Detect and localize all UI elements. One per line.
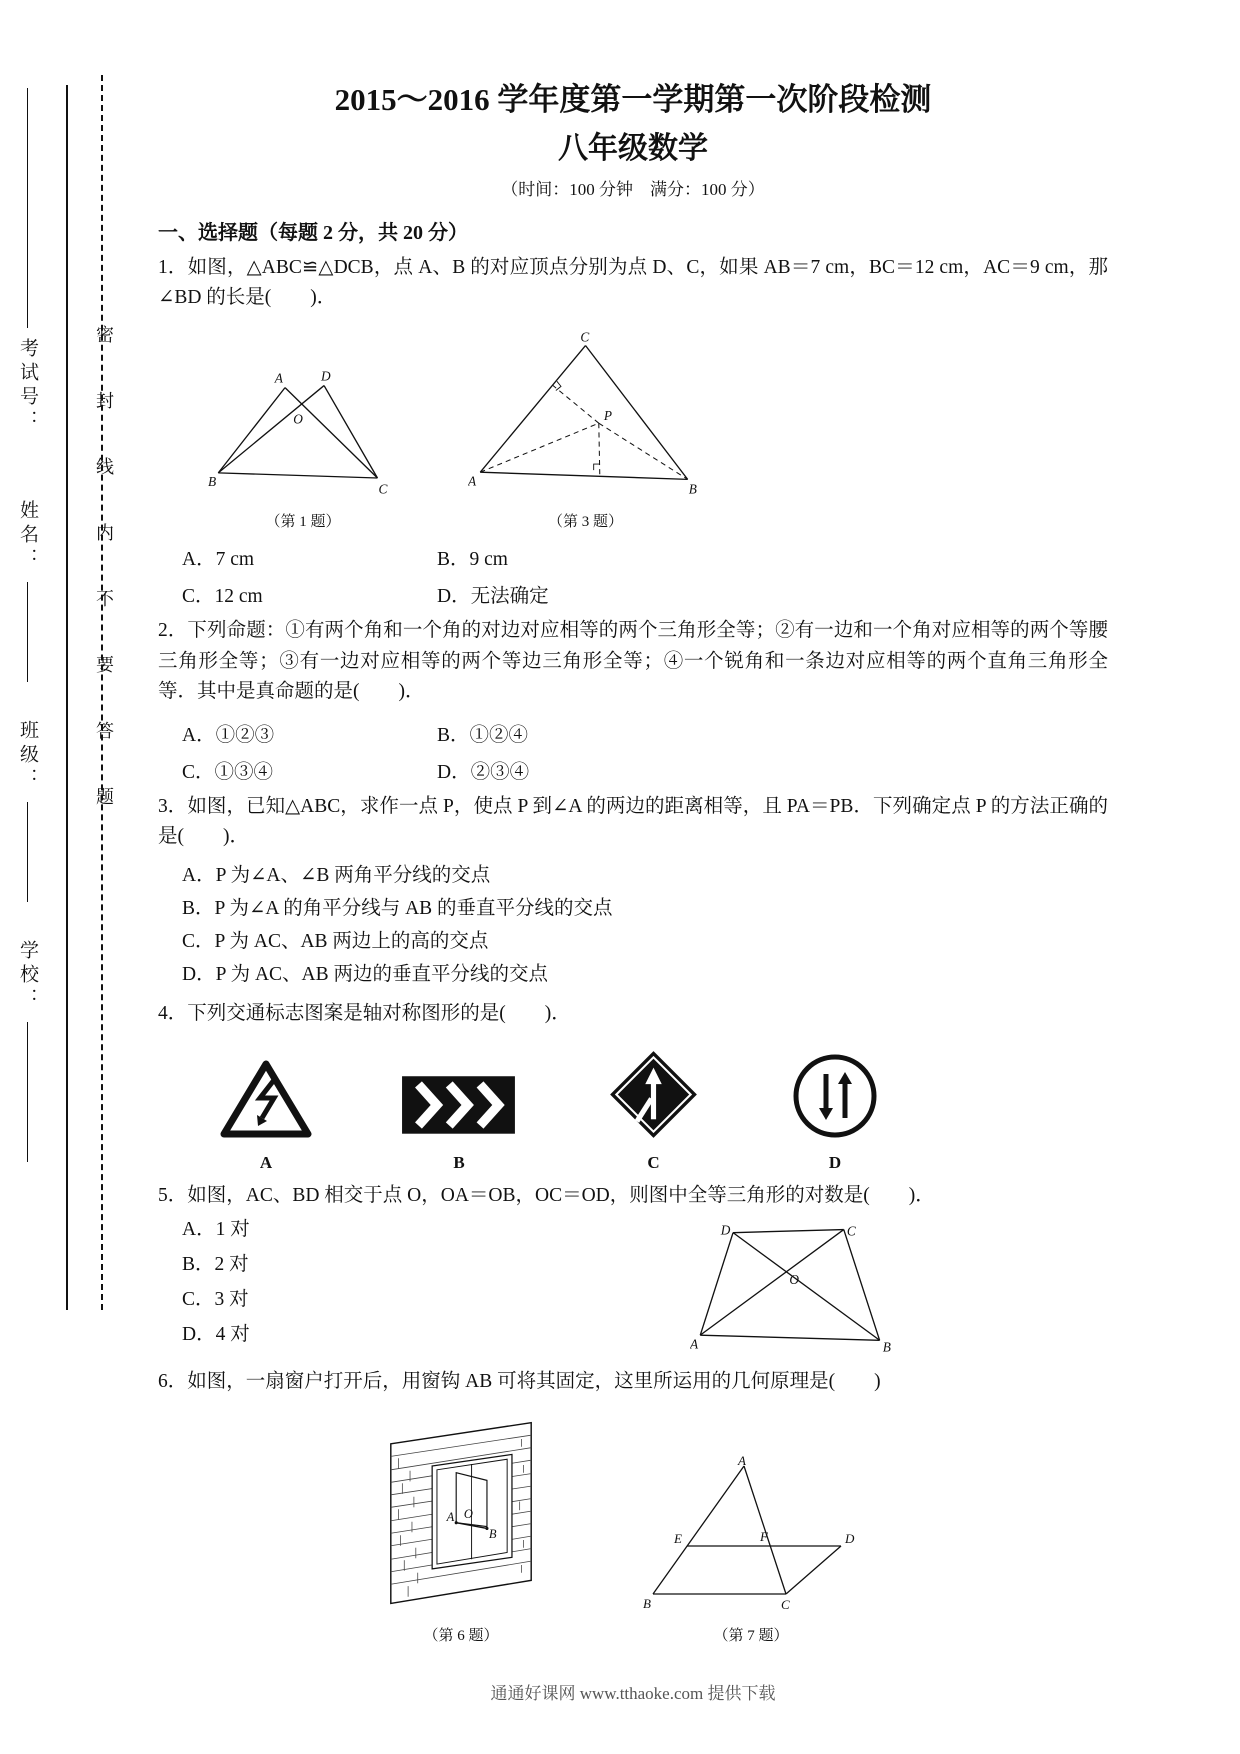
q1-option-c: C．12 cm [182,586,263,608]
point-label-O: O [463,1506,473,1521]
question-2-text: 2．下列命题：①有两个角和一个角的对边对应相等的两个三角形全等；②有一边和一个角对应相等的两个等腰三角形全等；③有一边对应相等的两个等边三角形全等；④一个锐角和一条边对应相等的两个直角三角形全等．其中是真命题的是( )． [158,620,1108,702]
traffic-sign-b [400,1070,518,1173]
point-label-D: D [720,1222,731,1238]
q5-option-d: D．4 对 [182,1323,250,1345]
q1-option-a: A．7 cm [182,549,255,571]
traffic-sign-d [789,1050,881,1173]
name-blank [27,582,28,682]
figure-q1-caption: （第 1 题） [265,514,341,531]
q3-option-d: D．P 为 AC、AB 两边的垂直平分线的交点 [182,963,549,985]
question-6-text: 6．如图，一扇窗户打开后，用窗钩 AB 可将其固定，这里所运用的几何原理是( ) [158,1370,881,1392]
q2-option-d: D．②③④ [437,762,530,784]
figure-q3-caption: （第 3 题） [547,514,623,531]
traffic-sign-a [220,1056,312,1173]
point-label-B: B [643,1595,651,1611]
point-label-E: E [674,1530,682,1546]
class-blank [27,802,28,902]
section-1-heading: 一、选择题（每题 2 分，共 20 分） [158,222,468,244]
exam-meta: （时间：100 分钟 满分：100 分） [501,180,765,199]
school-label: 学校： [17,940,38,1012]
point-label-C: C [378,481,388,497]
seal-line-solid [66,85,68,1310]
figure-row-1 [208,329,1108,531]
figure-q5-quadrilateral-diagonals [690,1222,895,1354]
point-label-B: B [208,474,217,490]
question-2-options [182,719,1108,784]
traffic-signs-row [220,1047,1108,1173]
figure-q1-congruent-triangles [208,341,398,501]
name-label: 姓名： [17,500,38,572]
warning-triangle-sign-icon [220,1056,312,1142]
sign-label-b: B [453,1153,465,1173]
question-5-row [158,1212,1108,1359]
download-source-footer: 通通好课网 www.tthaoke.com 提供下载 [490,1683,776,1703]
q5-option-a: A．1 对 [182,1218,250,1240]
point-label-B: B [688,482,697,498]
figure-q6-caption: （第 6 题） [423,1627,499,1644]
q3-option-b: B．P 为∠A 的角平分线与 AB 的垂直平分线的交点 [182,897,613,919]
two-way-traffic-sign-icon [789,1050,881,1142]
class-label: 班级： [17,720,38,792]
figure-q6-box [376,1415,546,1645]
question-1-text: 1．如图，△ABC≌△DCB，点 A、B 的对应顶点分别为点 D、C，如果 AB＝7 cm，BC＝12 cm，AC＝9 cm，那∠BD 的长是( )． [158,257,1108,309]
question-5-options [182,1212,432,1352]
point-label-D: D [320,368,331,384]
figure-q7-caption: （第 7 题） [713,1627,789,1644]
point-label-B: B [488,1526,497,1541]
school-blank [27,1022,28,1162]
point-label-P: P [603,408,613,424]
sign-label-a: A [259,1153,273,1173]
point-label-C: C [846,1223,856,1239]
point-label-A: A [468,473,477,489]
figure-row-2 [376,1415,1108,1645]
question-4-text: 4．下列交通标志图案是轴对称图形的是( )． [158,1003,571,1025]
point-label-A: A [274,370,283,386]
traffic-sign-c [606,1047,701,1173]
point-label-O: O [293,412,303,428]
seal-text: 密封线内不要答题 [94,325,114,853]
chevron-direction-sign-icon [400,1070,518,1142]
sign-label-c: C [647,1153,660,1173]
q5-option-c: C．3 对 [182,1288,249,1310]
point-label-C: C [580,329,590,345]
q3-option-a: A．P 为∠A、∠B 两角平分线的交点 [182,864,491,886]
figure-q1-box [208,341,398,531]
figure-q6-window-with-hook [376,1415,546,1615]
point-label-F: F [760,1528,768,1544]
q2-option-c: C．①③④ [182,762,274,784]
figure-q3-triangle-with-point-p [468,329,703,501]
point-label-B: B [882,1339,891,1354]
question-3-options [182,859,1108,992]
point-label-A: A [446,1509,455,1524]
q2-option-a: A．①②③ [182,725,275,747]
merge-diamond-sign-icon [606,1047,701,1142]
exam-paper [158,74,1108,1704]
q1-option-d: D．无法确定 [437,586,549,608]
q5-option-b: B．2 对 [182,1253,249,1275]
point-label-A: A [738,1454,746,1468]
figure-q7-triangle-with-line [641,1455,861,1615]
point-label-O: O [789,1271,800,1287]
q3-option-c: C．P 为 AC、AB 两边上的高的交点 [182,930,489,952]
point-label-C: C [781,1596,790,1612]
q1-option-b: B．9 cm [437,549,508,571]
question-5-text: 5．如图，AC、BD 相交于点 O，OA＝OB，OC＝OD，则图中全等三角形的对数是( )． [158,1185,935,1207]
figure-q7-box [641,1455,861,1645]
page-title: 2015～2016 学年度第一学期第一次阶段检测 [334,82,932,117]
figure-q3-box [468,329,703,531]
page-subtitle: 八年级数学 [558,132,708,165]
exam-number-blank [27,88,28,328]
figure-q5-box [690,1222,895,1359]
point-label-D: D [845,1530,855,1546]
q2-option-b: B．①②④ [437,725,529,747]
question-3-text: 3．如图，已知△ABC，求作一点 P，使点 P 到∠A 的两边的距离相等，且 PA＝PB．下列确定点 P 的方法正确的是( )． [158,796,1108,848]
point-label-A: A [690,1336,699,1352]
sign-label-d: D [828,1153,842,1173]
exam-number-label: 考试号： [17,338,38,434]
seal-margin-fields [14,88,41,1318]
question-1-options [182,543,1108,608]
